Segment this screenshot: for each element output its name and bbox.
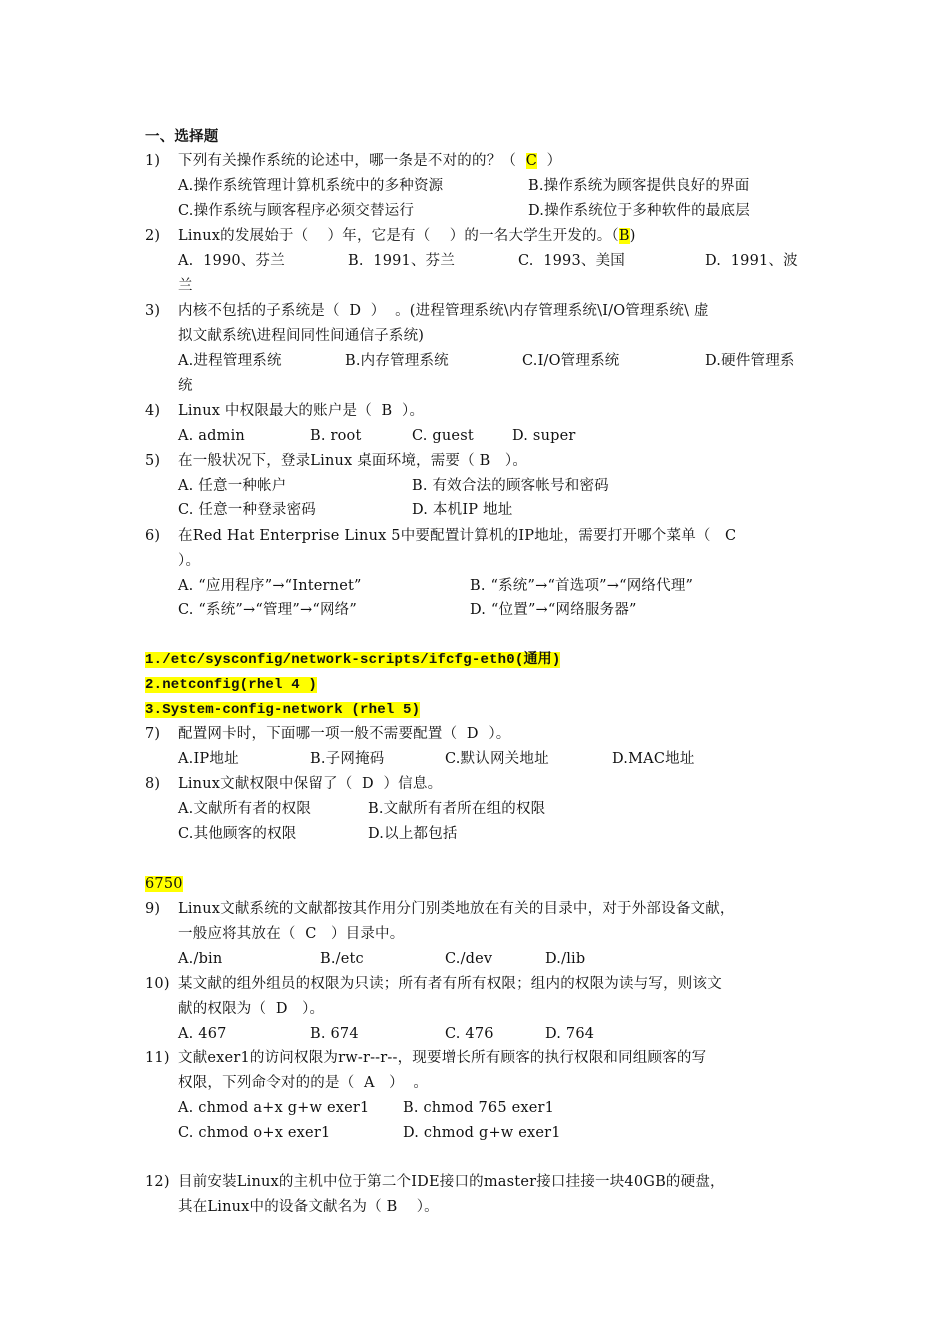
option: D.以上都包括 — [368, 826, 458, 842]
question-number: 3) — [145, 303, 161, 319]
option: D. “位置”→“网络服务器” — [470, 602, 637, 618]
answer-highlight: B — [618, 228, 630, 244]
option: A. “应用程序”→“Internet” — [178, 578, 362, 594]
question-stem-cont: ）。 — [178, 553, 201, 569]
option: D. 1991、波 — [705, 253, 798, 269]
question-stem: 在一般状况下，登录Linux 桌面环境，需要（ B ）。 — [178, 453, 528, 469]
question-number: 5) — [145, 453, 161, 469]
option: A. 1990、芬兰 — [178, 253, 285, 269]
option: C. chmod o+x exer1 — [178, 1125, 331, 1141]
option: B.文献所有者所在组的权限 — [368, 801, 546, 817]
option: A.操作系统管理计算机系统中的多种资源 — [178, 178, 444, 194]
option: A. 任意一种帐户 — [178, 478, 287, 494]
question-number: 9) — [145, 901, 161, 917]
option: B. “系统”→“首选项”→“网络代理” — [470, 578, 694, 594]
option: A. chmod a+x g+w exer1 — [178, 1100, 370, 1116]
option: B. 有效合法的顾客帐号和密码 — [412, 478, 609, 494]
option: A.文献所有者的权限 — [178, 801, 312, 817]
question-number: 7) — [145, 726, 161, 742]
question-stem-cont: 拟文献系统\进程间同性间通信子系统) — [178, 328, 425, 344]
option: A./bin — [178, 951, 223, 967]
question-stem: Linux文献系统的文献都按其作用分门别类地放在有关的目录中，对于外部设备文献， — [178, 901, 735, 917]
question-number: 8) — [145, 776, 161, 792]
option: D. 764 — [545, 1026, 595, 1042]
option: C. “系统”→“管理”→“网络” — [178, 602, 357, 618]
option: B. 1991、芬兰 — [348, 253, 456, 269]
question-stem: Linux的发展始于（ ）年，它是有（ ）的一名大学生开发的。（B) — [178, 228, 636, 244]
option: B.子网掩码 — [310, 751, 385, 767]
option: D.硬件管理系 — [705, 353, 795, 369]
question-stem-cont: 一般应将其放在（ C ）目录中。 — [178, 926, 405, 942]
question-number: 6) — [145, 528, 161, 544]
option: A. 467 — [178, 1026, 227, 1042]
question-number: 4) — [145, 403, 161, 419]
highlight-marker: 6750 — [145, 876, 183, 892]
question-stem: 在Red Hat Enterprise Linux 5中要配置计算机的IP地址，需要打开哪个菜单（ C — [178, 528, 737, 544]
option: B.操作系统为顾客提供良好的界面 — [528, 178, 750, 194]
option: C. guest — [412, 428, 474, 444]
option-wrap: 统 — [178, 378, 193, 394]
question-number: 12) — [145, 1174, 170, 1190]
option: C.I/O管理系统 — [522, 353, 620, 369]
option: D. super — [512, 428, 576, 444]
answer-highlight: C — [525, 153, 538, 169]
option: B.内存管理系统 — [345, 353, 449, 369]
question-stem: 文献exer1的访问权限为rw-r--r--，现要增长所有顾客的执行权限和同组顾客的写 — [178, 1050, 707, 1066]
option: C.默认网关地址 — [445, 751, 549, 767]
option: A.进程管理系统 — [178, 353, 282, 369]
option: C./dev — [445, 951, 493, 967]
question-stem: 下列有关操作系统的论述中，哪一条是不对的的？（ C ） — [178, 153, 562, 169]
section-title: 一、选择题 — [145, 128, 219, 145]
note-line: 3.System-config-network (rhel 5) — [145, 702, 421, 718]
note-line: 2.netconfig(rhel 4 ) — [145, 677, 318, 693]
option: C. 任意一种登录密码 — [178, 502, 316, 518]
option-wrap: 兰 — [178, 278, 193, 294]
question-number: 10) — [145, 976, 170, 992]
question-stem: 某文献的组外组员的权限为只读；所有者有所有权限；组内的权限为读与写，则该文 — [178, 976, 722, 992]
question-number: 11) — [145, 1050, 170, 1066]
option: B./etc — [320, 951, 364, 967]
option: C. 476 — [445, 1026, 494, 1042]
question-stem-cont: 其在Linux中的设备文献名为（ B ）。 — [178, 1199, 439, 1215]
question-stem: Linux文献权限中保留了（ D ）信息。 — [178, 776, 443, 792]
option: B. root — [310, 428, 362, 444]
question-number: 1) — [145, 153, 161, 169]
option: B. 674 — [310, 1026, 359, 1042]
option: C.其他顾客的权限 — [178, 826, 297, 842]
option: D.操作系统位于多种软件的最底层 — [528, 203, 750, 219]
option: C.操作系统与顾客程序必须交替运行 — [178, 203, 415, 219]
option: A. admin — [178, 428, 245, 444]
question-stem: Linux 中权限最大的账户是（ B ）。 — [178, 403, 425, 419]
question-stem-cont: 权限，下列命令对的的是（ A ） 。 — [178, 1075, 429, 1091]
option: D./lib — [545, 951, 586, 967]
question-stem-cont: 献的权限为（ D ）。 — [178, 1001, 325, 1017]
note-line: 1./etc/sysconfig/network-scripts/ifcfg-eth0(通用) — [145, 652, 561, 668]
question-number: 2) — [145, 228, 161, 244]
option: C. 1993、美国 — [518, 253, 626, 269]
option: B. chmod 765 exer1 — [403, 1100, 555, 1116]
option: D. chmod g+w exer1 — [403, 1125, 561, 1141]
option: A.IP地址 — [178, 751, 239, 767]
question-stem: 配置网卡时，下面哪一项一般不需要配置（ D ）。 — [178, 726, 511, 742]
option: D.MAC地址 — [612, 751, 695, 767]
option: D. 本机IP 地址 — [412, 502, 513, 518]
question-stem: 目前安装Linux的主机中位于第二个IDE接口的master接口挂接一块40GB的硬盘， — [178, 1174, 725, 1190]
question-stem: 内核不包括的子系统是（ D ） 。(进程管理系统\内存管理系统\I/O管理系统\ 虚 — [178, 303, 709, 319]
